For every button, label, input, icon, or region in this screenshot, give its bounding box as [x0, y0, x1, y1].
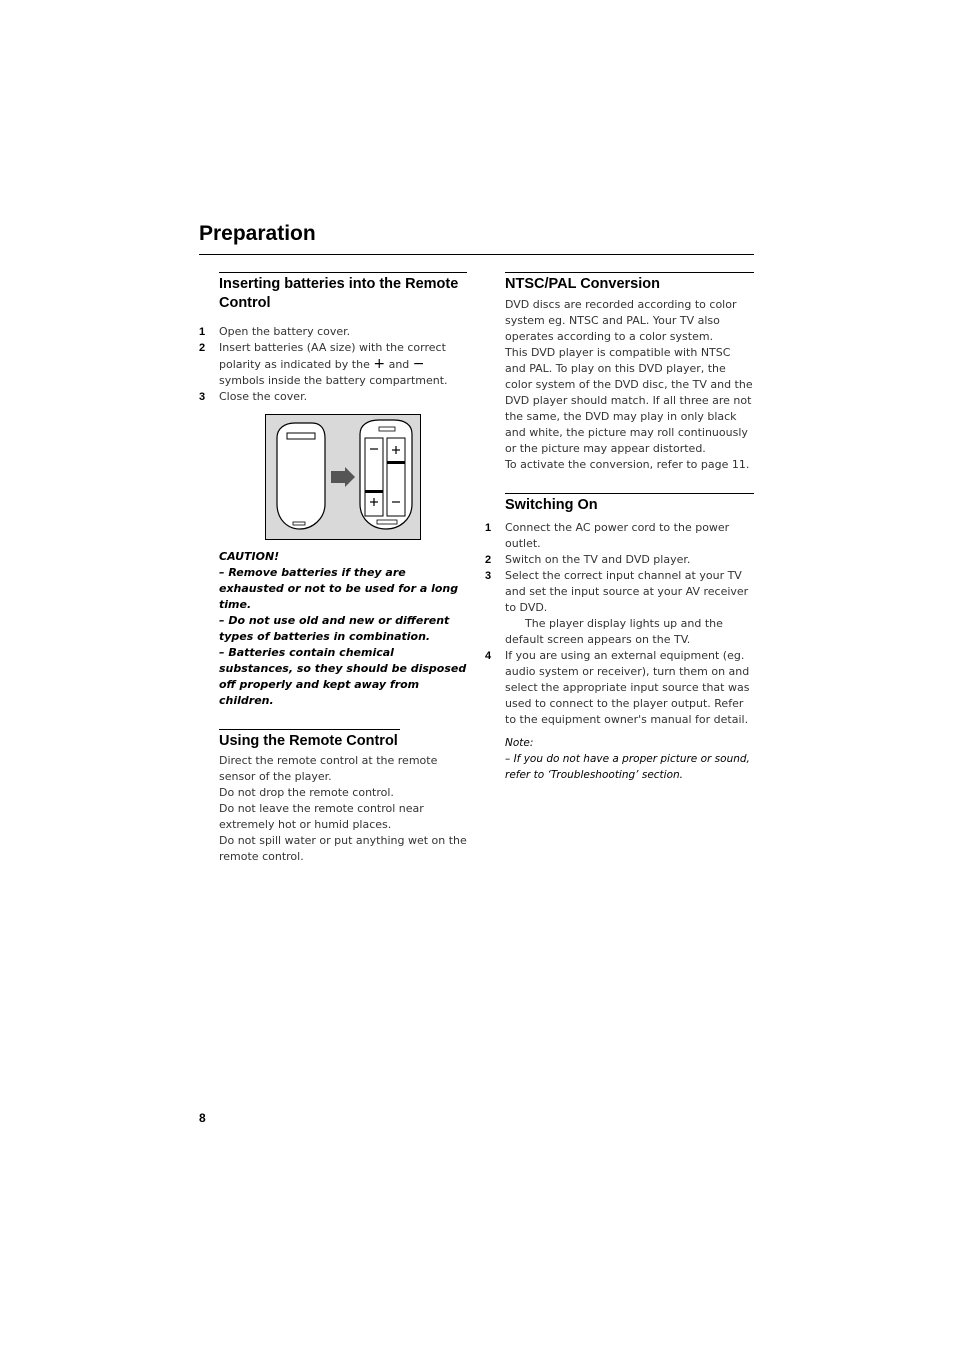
- step-text-after: symbols inside the battery compartment.: [219, 374, 448, 387]
- remote-battery-figure: [265, 414, 421, 540]
- note-text: – If you do not have a proper picture or sound, refer to ‘Troubleshooting’ section.: [505, 753, 750, 781]
- step-number: 2: [199, 342, 206, 354]
- note-label: Note:: [505, 737, 534, 749]
- step-text: Connect the AC power cord to the power outlet.: [505, 521, 730, 550]
- battery-compartment: [360, 420, 412, 529]
- list-item: [199, 389, 467, 405]
- step-text: Close the cover.: [219, 390, 308, 403]
- page-title: Preparation: [199, 222, 316, 245]
- list-item: [199, 340, 467, 389]
- paragraph: Do not leave the remote control near extremely hot or humid places.: [219, 802, 424, 831]
- step-number: 3: [199, 391, 206, 403]
- right-column: [485, 272, 754, 783]
- list-item: [485, 552, 754, 568]
- paragraph: Do not drop the remote control.: [219, 786, 394, 799]
- and-text: and: [388, 358, 410, 371]
- remote-use-heading: Using the Remote Control: [219, 729, 400, 751]
- step-number: 3: [485, 570, 492, 582]
- paragraph: Direct the remote control at the remote sensor of the player.: [219, 754, 438, 783]
- caution-item: – Remove batteries if they are exhausted or not to be used for a long time.: [219, 566, 459, 611]
- batteries-heading: Inserting batteries into the Remote Control: [219, 272, 467, 313]
- left-column: [199, 272, 467, 865]
- caution-item: – Batteries contain chemical substances, so they should be disposed off properly and kept away from children.: [219, 646, 467, 707]
- list-item: [485, 568, 754, 648]
- remote-use-text: [219, 753, 467, 865]
- ntsc-heading: NTSC/PAL Conversion: [505, 272, 754, 294]
- list-item: [485, 520, 754, 552]
- page-number: 8: [199, 1111, 206, 1125]
- caution-label: CAUTION!: [219, 550, 280, 563]
- title-divider: [199, 254, 754, 255]
- note-block: [505, 735, 754, 783]
- list-item: [485, 648, 754, 728]
- battery-steps: [199, 324, 467, 405]
- minus-symbol: −: [412, 356, 425, 372]
- caution-item: – Do not use old and new or different types of batteries in combination.: [219, 614, 450, 643]
- battery-illustration: [265, 414, 421, 540]
- ntsc-text: [505, 297, 754, 473]
- step-text: If you are using an external equipment (eg. audio system or receiver), turn them on and select the appropriate input source that was used to connect to the player output. Refer to the equipment owner's manual for detail.: [505, 649, 750, 726]
- step-text: Switch on the TV and DVD player.: [505, 553, 691, 566]
- step-result: The player display lights up and the default screen appears on the TV.: [505, 617, 723, 646]
- step-number: 1: [199, 326, 206, 338]
- switching-steps: [485, 520, 754, 728]
- paragraph: Do not spill water or put anything wet on the remote control.: [219, 834, 467, 863]
- paragraph: To activate the conversion, refer to page 11.: [505, 458, 750, 471]
- step-text: Select the correct input channel at your TV and set the input source at your AV receiver to DVD.: [505, 569, 749, 614]
- plus-symbol: +: [373, 356, 386, 372]
- list-item: [199, 324, 467, 340]
- paragraph: This DVD player is compatible with NTSC and PAL. To play on this DVD player, the color system of the DVD disc, the TV and the DVD player should match. If all three are not the same, the DVD may play in only black and white, the picture may roll continuously or the picture may appear distorted.: [505, 346, 753, 455]
- switching-heading: Switching On: [505, 493, 754, 515]
- step-number: 4: [485, 650, 492, 662]
- step-text: Open the battery cover.: [219, 325, 351, 338]
- battery-cover: [277, 423, 325, 529]
- paragraph: DVD discs are recorded according to color system eg. NTSC and PAL. Your TV also operates according to a color system.: [505, 298, 737, 343]
- caution-block: [219, 549, 467, 709]
- step-text-before: Insert batteries (AA size) with the correct polarity as indicated by the: [219, 341, 446, 371]
- step-number: 2: [485, 554, 492, 566]
- step-number: 1: [485, 522, 492, 534]
